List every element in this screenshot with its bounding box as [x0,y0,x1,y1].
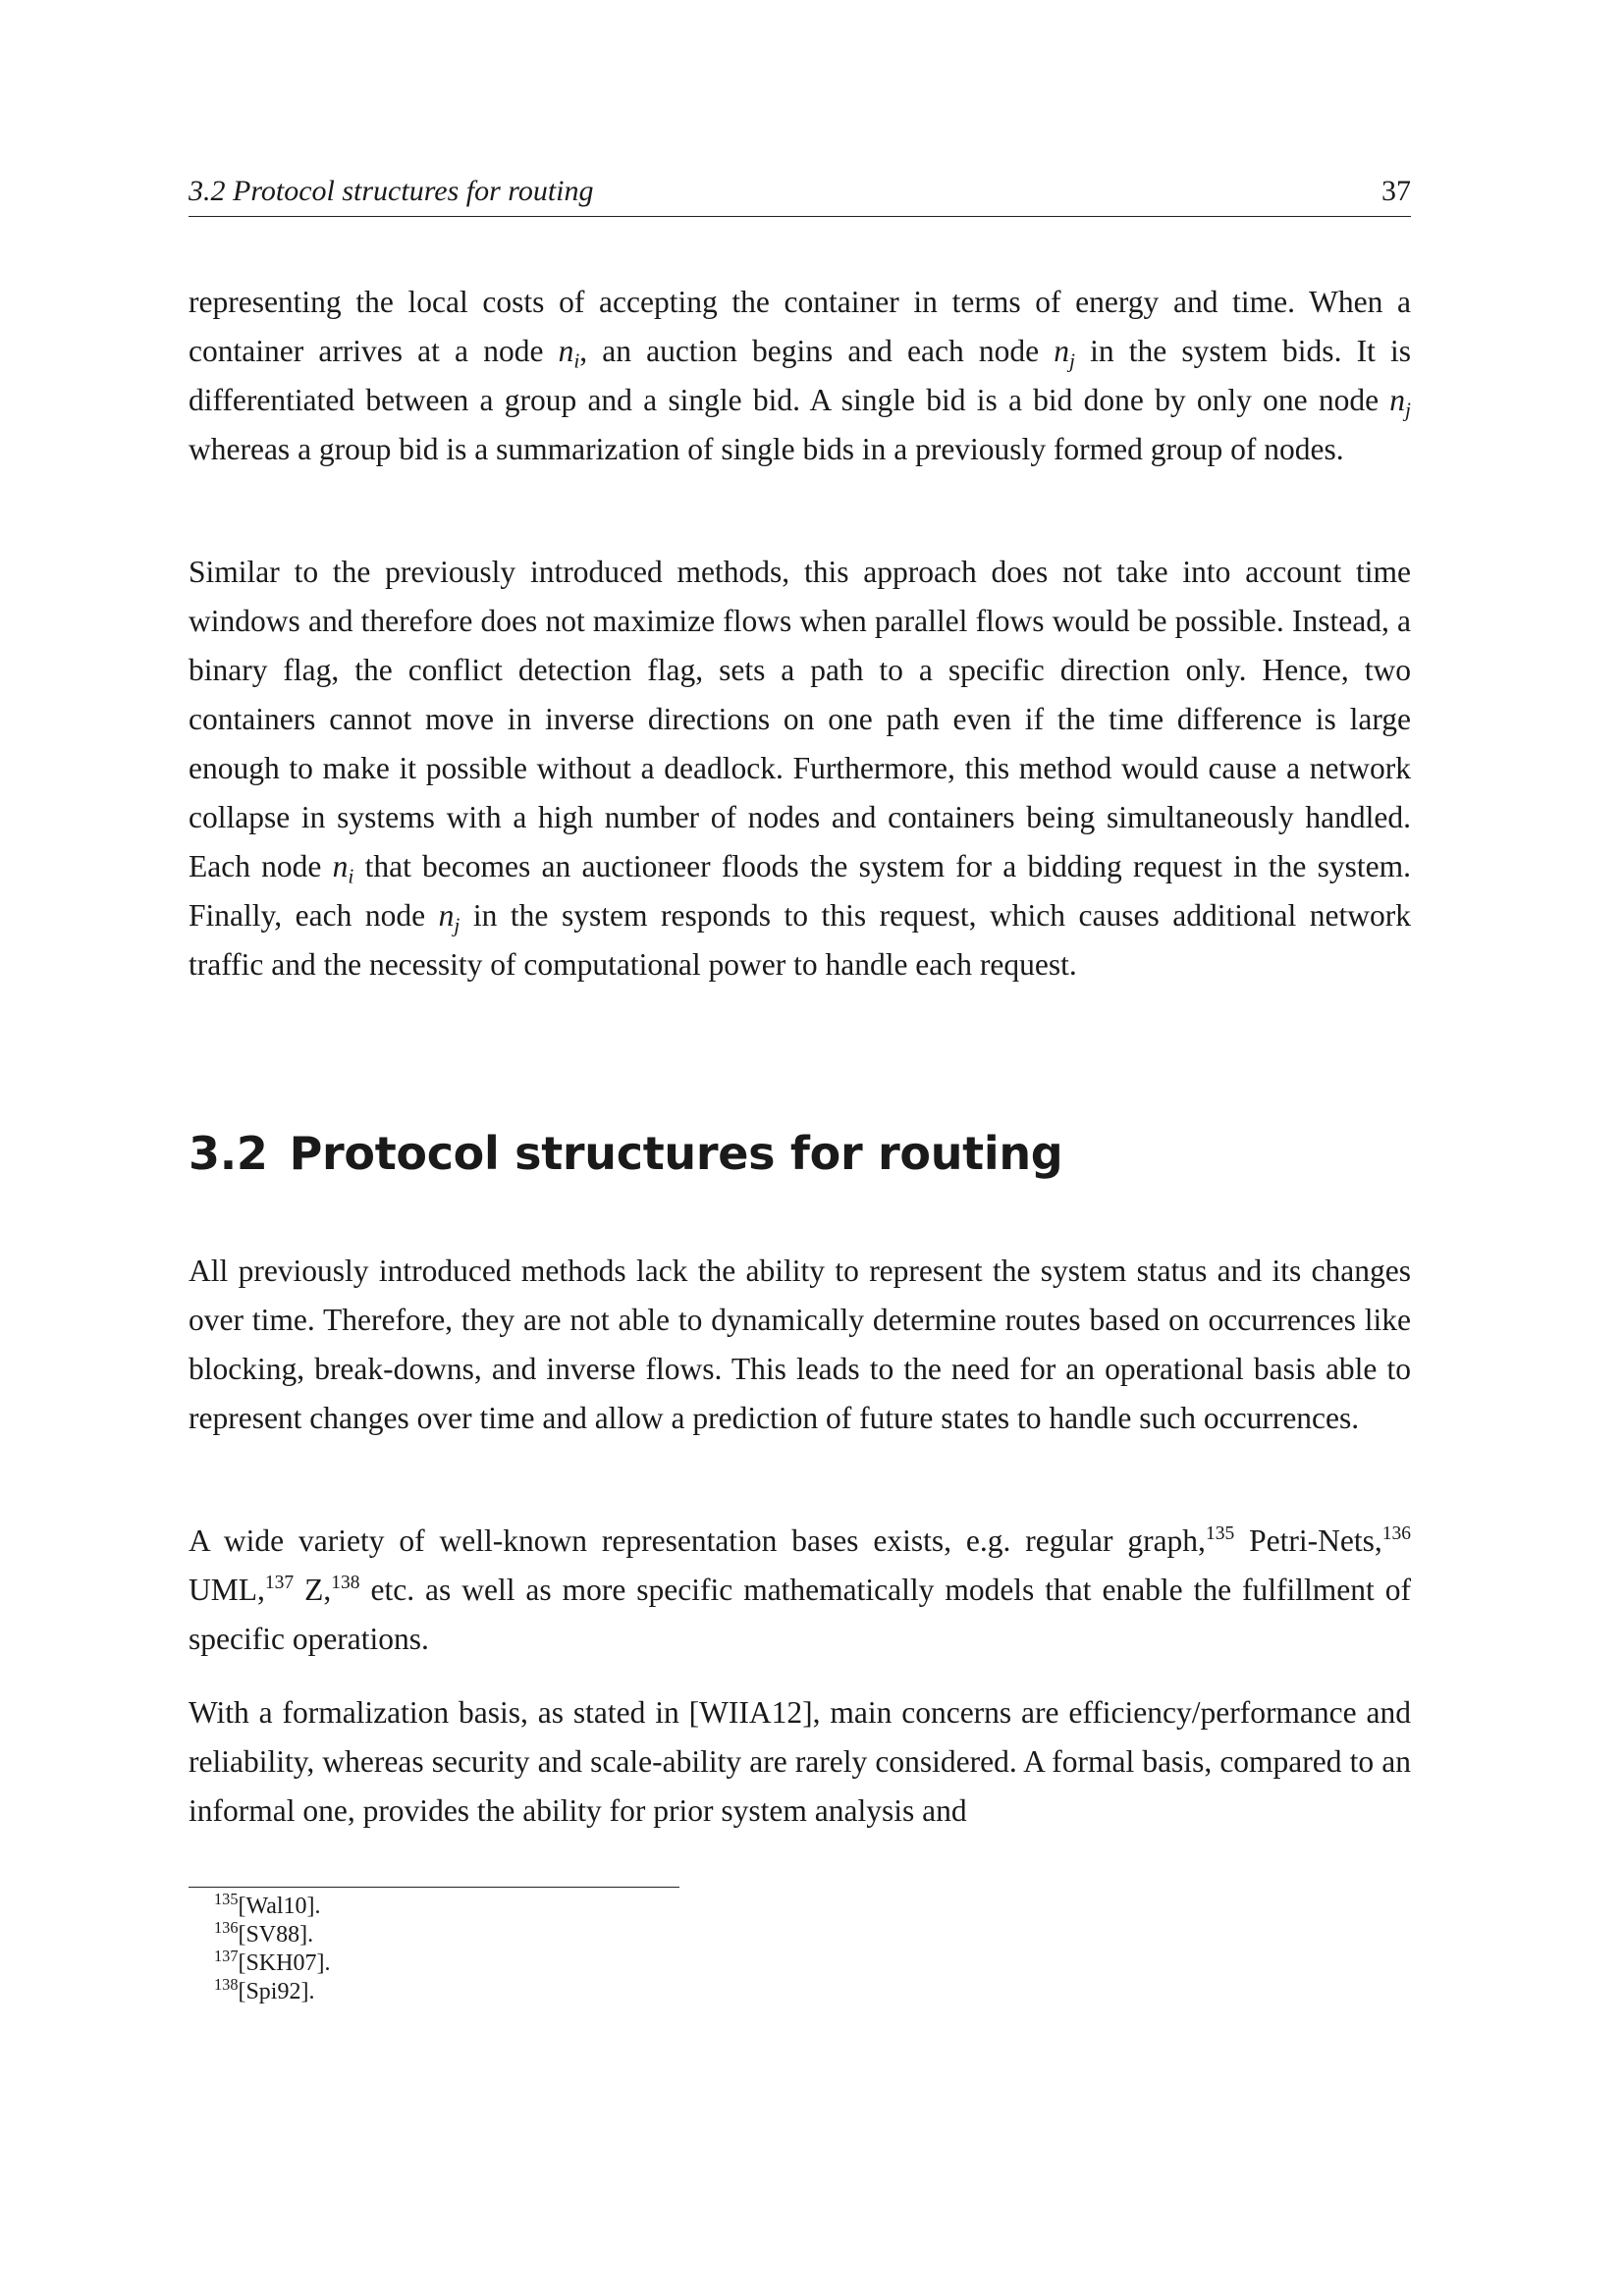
footnote-divider [189,1887,679,1888]
footnote-number: 138 [214,1975,239,1995]
paragraph-text: representing the local costs of accepting the container in terms of energy and time. When a container arrives at a node [189,285,1411,368]
footnote-ref[interactable]: 138 [331,1572,360,1593]
page-number: 37 [1381,175,1411,207]
paragraph-1 [189,278,1411,474]
running-header [189,173,1411,217]
paragraph-text: Z, [294,1573,332,1607]
footnote-citation[interactable]: [Wal10]. [238,1894,321,1919]
footnote-citation[interactable]: [SKH07]. [238,1950,331,1976]
footnote-number: 137 [214,1947,239,1966]
paragraph-5: With a formalization basis, as stated in [WIIA12], main concerns are efficiency/performance and reliability, whereas security and scale-ability are rarely considered. A formal basis, compared to an informal one, provides the ability for prior system analysis and [189,1695,1411,1828]
paragraph-text: that becomes an auctioneer floods the system for a bidding request in the system. Finally, each node [189,849,1411,933]
paragraph-text: whereas a group bid is a summarization of single bids in a previously formed group of nodes. [189,432,1344,466]
math-node-ni: $n_i$ [332,849,354,888]
section-heading [189,1127,1062,1180]
math-node-ni: $n_i$ [558,334,580,373]
paragraph-4 [189,1517,1411,1664]
running-title: 3.2 Protocol structures for routing [189,175,594,207]
footnote-citation[interactable]: [Spi92]. [238,1979,315,2004]
footnote-ref[interactable]: 136 [1381,1522,1411,1544]
paragraph-text: etc. as well as more specific mathematically models that enable the fulfillment of specific operations. [189,1573,1411,1656]
paragraph-text: UML, [189,1573,265,1607]
footnote-ref[interactable]: 137 [264,1572,295,1593]
footnote [214,1975,330,2006]
math-node-nj: $n_j$ [1389,383,1411,422]
section-number: 3.2 [189,1127,268,1180]
footnote-number: 135 [214,1890,239,1909]
section-title: Protocol structures for routing [289,1127,1063,1180]
paragraph-3: All previously introduced methods lack the ability to represent the system status and its changes over time. Therefore, they are not able to dynamically determine routes based on occurrences like blocking, break-downs, and inverse flows. This leads to the need for an operational basis able to represent changes over time and allow a prediction of future states to handle such occurrences. [189,1254,1411,1435]
paragraph-text: in the system responds to this request, which causes additional network traffic and the necessity of computational power to handle each request. [189,898,1411,982]
paragraph-text: , an auction begins and each node [579,334,1055,368]
footnote [214,1949,330,1978]
footnote [214,1918,330,1949]
footnotes [214,1890,331,2006]
math-node-nj: $n_j$ [438,898,460,937]
footnote-number: 136 [214,1918,239,1938]
footnote-citation[interactable]: [SV88]. [238,1922,314,1948]
paragraph-text: Similar to the previously introduced methods, this approach does not take into account time windows and therefore does not maximize flows when parallel flows would be possible. Instead, a binary flag, the conflict detection flag, sets a path to a specific direction only. Hence, two containers cannot move in inverse directions on one path even if the time difference is large enough to make it possible without a deadlock. Furthermore, this method would cause a network collapse in systems with a high number of nodes and containers being simultaneously handled. Each node [189,555,1411,883]
footnote-ref[interactable]: 135 [1205,1522,1235,1544]
paragraph-text: A wide variety of well-known representation bases exists, e.g. regular graph, [189,1523,1206,1558]
paragraph-text: Petri-Nets, [1234,1523,1382,1558]
paragraph-2 [189,548,1411,989]
math-node-nj: $n_j$ [1054,334,1075,373]
footnote [214,1890,330,1921]
paragraph-text: in the system bids. It is differentiated between a group and a single bid. A single bid is a bid done by only one node [189,334,1411,417]
